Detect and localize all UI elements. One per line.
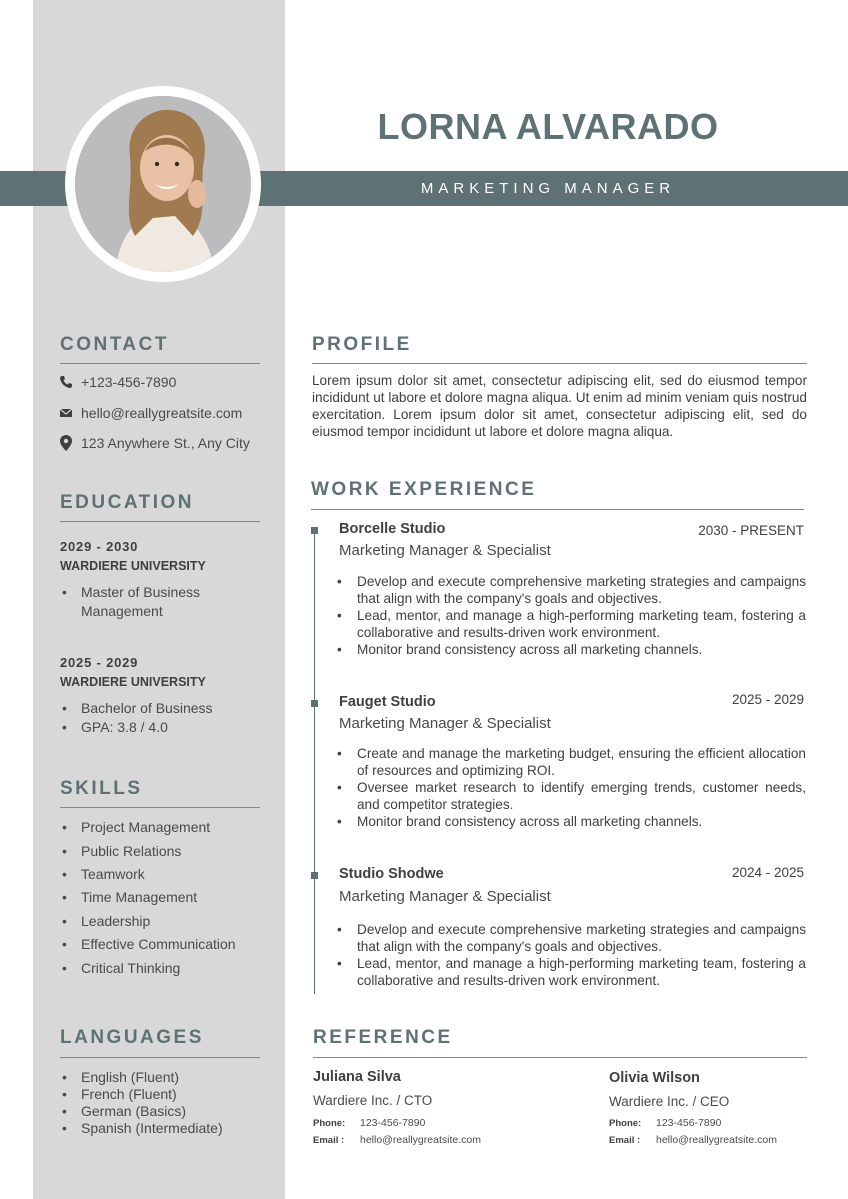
job-duty: • Monitor brand consistency across all marketing channels. bbox=[337, 642, 703, 657]
reference-email-label: Email : bbox=[313, 1135, 345, 1146]
education-heading: EDUCATION bbox=[60, 492, 195, 513]
job-company: Borcelle Studio bbox=[339, 521, 446, 537]
job-company: Fauget Studio bbox=[339, 694, 436, 710]
job-date: 2030 - PRESENT bbox=[698, 523, 804, 538]
job-title: MARKETING MANAGER bbox=[420, 180, 676, 197]
skill-item: • Project Management bbox=[62, 819, 211, 835]
contact-address bbox=[58, 435, 250, 451]
job-duty: • Lead, mentor, and manage a high-performing marketing team, fostering a collaborative and results-driven work environment. bbox=[337, 608, 806, 640]
job-duty: • Oversee market research to identify emerging trends, customer needs, and competitor strategies. bbox=[337, 780, 806, 812]
education-detail: • Master of Business bbox=[62, 584, 201, 600]
reference-phone-label: Phone: bbox=[313, 1118, 346, 1129]
job-duty: • Develop and execute comprehensive marketing strategies and campaigns that align with the company's goals and objectives. bbox=[337, 574, 806, 606]
reference-email[interactable]: hello@reallygreatsite.com bbox=[656, 1134, 777, 1146]
reference-name: Juliana Silva bbox=[313, 1069, 401, 1085]
mail-icon bbox=[58, 405, 74, 421]
language-item: • English (Fluent) bbox=[62, 1069, 180, 1085]
contact-heading: CONTACT bbox=[60, 334, 169, 355]
skill-item: • Teamwork bbox=[62, 866, 145, 882]
contact-phone bbox=[58, 374, 176, 390]
skill-item: • Critical Thinking bbox=[62, 960, 181, 976]
education-detail: • GPA: 3.8 / 4.0 bbox=[62, 719, 168, 735]
skill-item: • Effective Communication bbox=[62, 936, 236, 952]
job-duties bbox=[337, 573, 806, 658]
contact-divider bbox=[60, 363, 260, 364]
skills-divider bbox=[60, 807, 260, 808]
reference-divider bbox=[313, 1057, 807, 1058]
skill-item: • Time Management bbox=[62, 889, 198, 905]
reference-name: Olivia Wilson bbox=[609, 1070, 700, 1086]
languages-divider bbox=[60, 1057, 260, 1058]
profile-heading: PROFILE bbox=[312, 334, 412, 355]
timeline-marker bbox=[311, 872, 318, 879]
languages-heading: LANGUAGES bbox=[60, 1027, 204, 1048]
reference-phone[interactable]: 123-456-7890 bbox=[360, 1117, 426, 1129]
job-duty: • Create and manage the marketing budget, ensuring the efficient allocation of resources and optimizing ROI. bbox=[337, 746, 806, 778]
reference-email-label: Email : bbox=[609, 1135, 641, 1146]
language-item: • German (Basics) bbox=[62, 1103, 187, 1119]
timeline-line bbox=[314, 532, 315, 994]
education-years: 2025 - 2029 bbox=[60, 655, 139, 670]
language-item: • Spanish (Intermediate) bbox=[62, 1120, 223, 1136]
timeline-marker bbox=[311, 700, 318, 707]
education-school: WARDIERE UNIVERSITY bbox=[60, 559, 206, 573]
profile-photo bbox=[75, 96, 251, 272]
reference-phone-label: Phone: bbox=[609, 1118, 642, 1129]
reference-email[interactable]: hello@reallygreatsite.com bbox=[360, 1134, 481, 1146]
job-company: Studio Shodwe bbox=[339, 866, 444, 882]
language-item: • French (Fluent) bbox=[62, 1086, 177, 1102]
education-divider bbox=[60, 521, 260, 522]
job-duties bbox=[337, 921, 806, 989]
address-text: 123 Anywhere St., Any City bbox=[81, 435, 250, 451]
education-detail: • Bachelor of Business bbox=[62, 700, 213, 716]
candidate-name: LORNA ALVARADO bbox=[377, 106, 719, 147]
education-school: WARDIERE UNIVERSITY bbox=[60, 675, 206, 689]
job-date: 2024 - 2025 bbox=[731, 865, 804, 880]
job-duty: • Develop and execute comprehensive marketing strategies and campaigns that align with the company's goals and objectives. bbox=[337, 922, 806, 954]
location-pin-icon bbox=[58, 435, 74, 451]
contact-email bbox=[58, 405, 242, 421]
job-role: Marketing Manager & Specialist bbox=[339, 715, 551, 732]
skill-item: • Leadership bbox=[62, 913, 151, 929]
reference-company: Wardiere Inc. / CEO bbox=[609, 1094, 730, 1109]
job-duties bbox=[337, 745, 806, 830]
phone-text[interactable]: +123-456-7890 bbox=[81, 374, 177, 390]
profile-text: Lorem ipsum dolor sit amet, consectetur adipiscing elit, sed do eiusmod tempor incididunt ut labore et dolore magna aliqua. Ut enim ad minim veniam quis nostrud exercitation. Lorem ipsum dolor sit amet, consectetur adipiscing elit, sed do eiusmod tempor incididunt ut labore et dolore magna aliqua. bbox=[312, 373, 807, 439]
phone-icon bbox=[58, 374, 74, 390]
reference-company: Wardiere Inc. / CTO bbox=[313, 1093, 433, 1108]
job-date: 2025 - 2029 bbox=[731, 692, 804, 707]
reference-heading: REFERENCE bbox=[313, 1027, 453, 1048]
job-role: Marketing Manager & Specialist bbox=[339, 542, 551, 559]
job-duty: • Monitor brand consistency across all marketing channels. bbox=[337, 814, 703, 829]
education-detail-continued: Management bbox=[81, 603, 163, 619]
work-divider bbox=[311, 509, 804, 510]
profile-divider bbox=[312, 363, 807, 364]
skill-item: • Public Relations bbox=[62, 843, 182, 859]
education-years: 2029 - 2030 bbox=[60, 539, 139, 554]
email-text[interactable]: hello@reallygreatsite.com bbox=[81, 405, 243, 421]
skills-heading: SKILLS bbox=[60, 778, 143, 799]
job-duty: • Lead, mentor, and manage a high-performing marketing team, fostering a collaborative and results-driven work environment. bbox=[337, 956, 806, 988]
timeline-marker bbox=[311, 527, 318, 534]
reference-phone[interactable]: 123-456-7890 bbox=[656, 1117, 722, 1129]
job-role: Marketing Manager & Specialist bbox=[339, 888, 551, 905]
work-heading: WORK EXPERIENCE bbox=[311, 479, 537, 500]
